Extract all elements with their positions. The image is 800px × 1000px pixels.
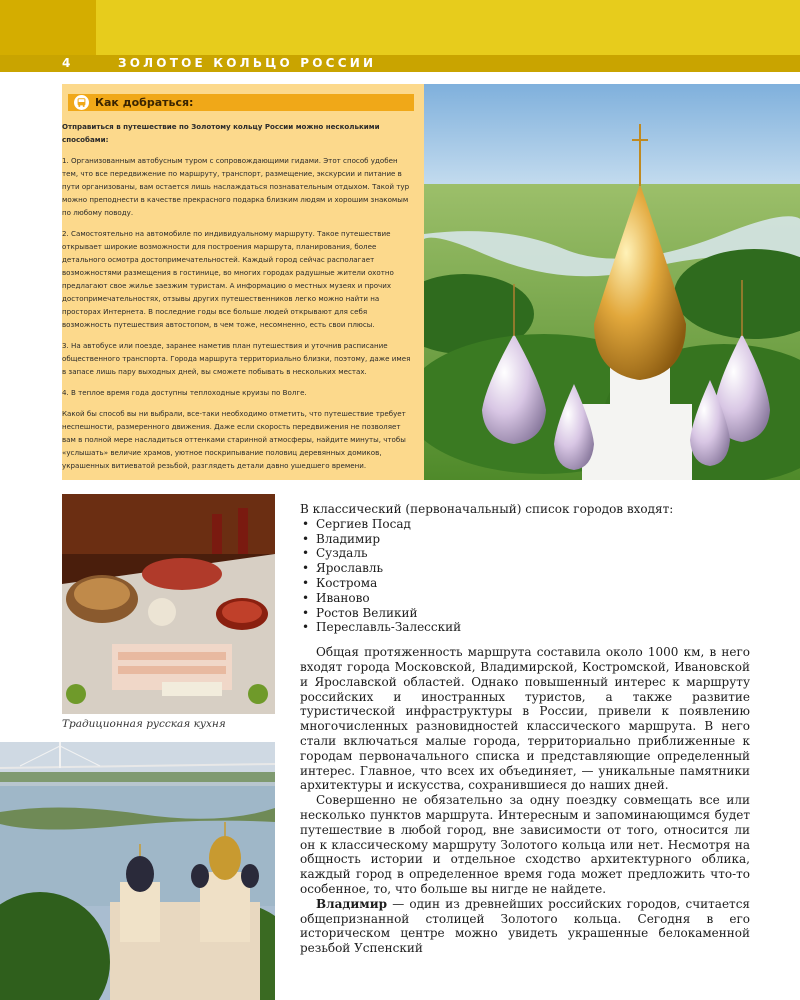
paragraph-route-length: Общая протяженность маршрута составила около 1000 км, в него входят города Московской, Владимирской, Костромской, Ивановской и Ярославской областей. Однако повышенный интерес к маршруту российских и иностранных туристов, а также развитие туристической инфраструктуры в России, привели к появлению многочисленных разновидностей классического маршрута. В него стали включаться малые города, территориально приближенные к городам первоначального списка и представляющие определенный интерес. Главное, что всех их объединяет, — уникальные памятники архитектуры и искусства, сохранившиеся до наших дней.: [300, 645, 750, 793]
vladimir-bold: Владимир: [316, 896, 387, 911]
photo-traditional-food: [62, 494, 275, 714]
vladimir-text: — один из древнейших российских городов, считается общепризнанной столицей Золотого кольца. Сегодня в его историческом центре можно увидеть украшенные белокаменной резьбой Успенский: [300, 896, 750, 956]
list-item: • Ярославль: [300, 561, 750, 576]
photo-church-domes: [424, 84, 800, 480]
bus-icon: [74, 95, 89, 110]
list-item: • Переславль-Залесский: [300, 620, 750, 635]
list-item: • Суздаль: [300, 546, 750, 561]
list-item: • Кострома: [300, 576, 750, 591]
list-item: • Иваново: [300, 591, 750, 606]
how-to-option-4: 4. В теплое время года доступны теплоходные круизы по Волге.: [62, 388, 307, 397]
how-to-title: Как добраться:: [95, 96, 194, 109]
how-to-option-2: 2. Самостоятельно на автомобиле по индивидуальному маршруту. Такое путешествие открывает широкие возможности для построения маршрута, планирования, более детального осмотра достопримечательностей. Каждый город сейчас располагает возможностями размещения в гостинице, во многих городах радушные жители охотно предлагают свое жилье заезжим туристам. А информацию о местных музеях и прочих достопримечательностях, отзывы других путешественников легко можно найти на просторах Интернета. В последние годы все больше людей открывают для себя возможность путешествия автостопом, в чем тоже, несомненно, есть свои плюсы.: [62, 229, 394, 329]
photo-river-monastery: [0, 742, 275, 1000]
how-to-option-1: 1. Организованным автобусным туром с сопровождающими гидами. Этот способ удобен тем, что все передвижение по маршруту, транспорт, размещение, экскурсии и питание в пути организованы, вам остается лишь наслаждаться познавательным отдыхом. Такой тур можно преподнести в качестве прекрасного подарка близким людям и хорошим знакомым по любому поводу.: [62, 156, 410, 217]
how-to-get-box: [62, 84, 424, 480]
food-photo-caption: Традиционная русская кухня: [62, 718, 226, 730]
how-to-option-3: 3. На автобусе или поезде, заранее наметив план путешествия и уточнив расписание общественного транспорта. Города маршрута территориально близки, поэтому, даже имея в запасе лишь пару выходных дней, вы сможете побывать в нескольких местах.: [62, 341, 411, 376]
how-to-header: [68, 94, 414, 111]
paragraph-vladimir: [300, 897, 750, 956]
page-number: 4: [62, 56, 71, 70]
list-item: • Сергиев Посад: [300, 517, 750, 532]
list-item: • Владимир: [300, 532, 750, 547]
how-to-conclusion: Какой бы способ вы ни выбрали, все-таки необходимо отметить, что путешествие требует неспешности, размеренного движения. Даже если скорость передвижения не позволяет вам в полной мере насладиться оттенками старинной атмосферы, найдите минуты, чтобы «услышать» величие храмов, уютное поскрипывание половиц деревянных домиков, украшенных витиеватой резьбой, разглядеть детали давно ушедшего времени.: [62, 409, 406, 470]
main-article: [300, 502, 750, 956]
list-item: • Ростов Великий: [300, 606, 750, 621]
section-title: ЗОЛОТОЕ КОЛЬЦО РОССИИ: [118, 56, 377, 70]
city-list: [300, 517, 750, 635]
how-to-body: [62, 120, 414, 480]
how-to-intro: Отправиться в путешествие по Золотому кольцу России можно несколькими способами:: [62, 122, 380, 144]
city-list-intro: В классический (первоначальный) список городов входят:: [300, 502, 674, 516]
paragraph-trip-advice: Совершенно не обязательно за одну поездку совмещать все или несколько пунктов маршрута. Интересным и запоминающимся будет путешествие в любой город, вне зависимости от того, относится ли он к классическому маршруту Золотого кольца или нет. Несмотря на общность истории и отдельное сходство архитектурного облика, каждый город в определенное время года может предложить что-то особенное, то, что больше вы нигде не найдете.: [300, 793, 750, 896]
